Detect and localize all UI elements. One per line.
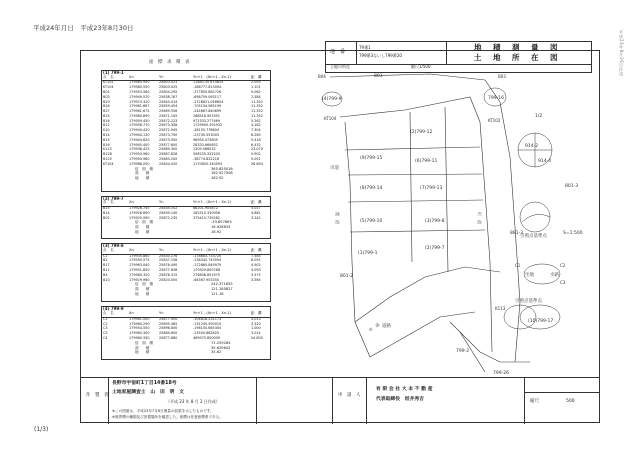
scale-value: 500: [566, 399, 575, 404]
coord-cell: 5.051: [251, 156, 261, 161]
coord-cell: 25876.315: [159, 272, 178, 277]
summary-label: 面 積: [135, 225, 150, 230]
coord-cell: B11: [103, 267, 110, 272]
coord-cell: 179961.000: [129, 316, 150, 321]
coord-cell: 179960.290: [129, 321, 150, 326]
svg-text:(3)799-8: (3)799-8: [425, 219, 445, 224]
coord-column-header: 距 離: [251, 74, 262, 79]
coord-cell: 25803.023: [159, 80, 178, 85]
chiban-text-2: 799番3ないし799番20: [359, 53, 402, 58]
svg-text:(8)799-14: (8)799-14: [360, 186, 383, 191]
coord-column-header: Yn+1 - (Xn+1 - Xn-1): [193, 74, 232, 79]
coord-cell: 25877.838: [159, 267, 178, 272]
header-rule: [101, 317, 271, 318]
coord-column-header: Yn: [159, 74, 164, 79]
coord-cell: 598235.332203: [193, 152, 220, 157]
coordinate-table: [101, 58, 271, 376]
scale-label: 縮尺: [530, 399, 539, 404]
coord-cell: 25834.552: [159, 206, 178, 210]
coord-section-name: (4) 799-9: [103, 306, 124, 312]
coord-section: [101, 306, 271, 360]
summary-value: -33.857665: [211, 220, 232, 225]
coord-section-name: (2) 799-7: [103, 195, 124, 201]
coord-cell: -38774.822218: [193, 156, 220, 161]
coord-cell: -138342.743594: [193, 258, 222, 263]
coord-cell: 1309.568032: [193, 147, 216, 152]
coord-cell: 23.070: [251, 147, 263, 152]
coord-cell: 3.565: [251, 277, 261, 282]
coord-cell: 1170805.340593: [193, 161, 223, 166]
summary-label: 地 積: [135, 229, 150, 234]
coord-cell: -28155.778604: [193, 128, 220, 133]
coord-column-header: Xn: [129, 200, 134, 205]
note-2: ※境界標の種類及び設置場所を確認した。座標は任意座標系である。: [112, 415, 223, 419]
applicant-label: 申 請 人: [338, 393, 361, 398]
map-label: KT104: [324, 116, 337, 121]
coord-cell: 25844.414: [159, 99, 178, 104]
coord-section: [101, 70, 271, 192]
coord-cell: 25804.295: [159, 89, 178, 94]
coord-column-header: Yn: [159, 247, 164, 252]
coord-cell: 11.352: [251, 109, 263, 114]
coord-column-header: 距 離: [251, 247, 262, 252]
coord-cell: 25803.025: [159, 85, 178, 90]
author-date: （平成 23 年 8 月 2 日作成）: [166, 399, 220, 404]
summary-label: 面 積: [135, 287, 150, 292]
coord-cell: 5.902: [251, 152, 261, 157]
coord-cell: KT104: [103, 161, 114, 166]
summary-label: 面 積: [135, 171, 150, 176]
title-location: 土 地 所 在 図: [474, 53, 560, 62]
coord-cell: 25896.800: [159, 326, 178, 331]
coord-cell: 179959.575: [129, 258, 150, 263]
svg-text:宅地: 宅地: [525, 273, 534, 278]
coord-section: [101, 196, 271, 240]
applicant-rep: 代表取締役 坂井秀吉: [376, 397, 424, 402]
coord-cell: 179985.950: [129, 80, 150, 85]
coord-cell: 179959.450: [129, 118, 150, 123]
coord-cell: 179944.620: [129, 137, 150, 142]
location-label: 土地の所在: [330, 64, 350, 69]
coord-cell: C1: [103, 316, 108, 321]
svg-text:(2)799-7: (2)799-7: [425, 246, 445, 251]
coord-column-header: Yn+1 - (Xn+1 - Xn-1): [193, 247, 232, 252]
coord-column-header: Yn+1 - (Xn+1 - Xn-1): [193, 311, 232, 316]
svg-text:(9)799-15: (9)799-15: [360, 156, 383, 161]
coord-section: [101, 243, 271, 302]
coord-cell: K10: [103, 128, 110, 133]
coord-cell: 179950.980: [129, 156, 150, 161]
coord-cell: 179974.320: [129, 99, 150, 104]
coord-cell: 179925.990: [129, 215, 150, 220]
coord-cell: 179960.320: [129, 272, 150, 277]
coord-cell: 7.304: [251, 128, 261, 133]
summary-label: 倍 面 積: [135, 220, 153, 225]
coord-cell: C3: [103, 326, 108, 331]
coord-column-header: 点 名: [103, 247, 114, 252]
coord-cell: B2: [103, 258, 108, 263]
coord-cell: 5.418: [251, 137, 261, 142]
coord-cell: C5: [103, 331, 108, 336]
coord-cell: 170929.850788: [193, 267, 220, 272]
summary-value: 242.371655: [211, 282, 233, 287]
coord-cell: 25877.880: [159, 335, 178, 340]
coord-cell: -23500.882820: [193, 331, 220, 336]
coord-cell: 25872.945: [159, 128, 178, 133]
coord-cell: 2.055: [251, 80, 261, 85]
coord-cell: 179960.330: [129, 335, 150, 340]
coord-cell: 25859.454: [159, 104, 178, 109]
coord-cell: 25844.020: [159, 161, 178, 166]
coord-cell: KT104: [103, 85, 114, 90]
svg-text:799-16: 799-16: [488, 96, 504, 101]
summary-label: 地 積: [135, 350, 150, 355]
coord-cell: 24.800: [251, 335, 263, 340]
coord-cell: -244667.840699: [193, 109, 222, 114]
coord-cell: 25877.900: [159, 316, 178, 321]
svg-text:(4)799-9: (4)799-9: [322, 97, 342, 102]
coord-section-name: (1) 799-1: [103, 70, 124, 75]
coord-cell: 25871.105: [159, 113, 178, 118]
summary-label: 地 積: [135, 291, 150, 296]
coord-cell: 4.902: [251, 263, 261, 268]
map-label: 農 道: [335, 212, 340, 224]
coord-cell: 25876.490: [159, 263, 178, 268]
coord-cell: 4.182: [251, 123, 261, 128]
svg-text:801-3: 801-3: [565, 184, 579, 189]
coord-cell: 1729905.392932: [193, 123, 223, 128]
coord-cell: 469975.850009: [193, 335, 220, 340]
coord-cell: 375415.739262: [193, 215, 220, 220]
svg-text:914-4: 914-4: [538, 159, 552, 164]
coord-cell: 179951.850: [129, 267, 150, 272]
coord-cell: 179960.890: [129, 113, 150, 118]
note-1: ※この図面は、平成23年7月6日測量の結果を示したものです。: [112, 409, 214, 413]
coord-cell: 1.101: [251, 85, 261, 90]
coord-column-header: Xn: [129, 311, 134, 316]
coord-cell: 179960.300: [129, 331, 150, 336]
map-label: KT102: [488, 118, 501, 123]
coord-cell: -377855.862726: [193, 89, 222, 94]
coord-cell: 6.432: [251, 142, 261, 147]
coord-cell: B16: [103, 118, 110, 123]
coord-cell: 179953.580: [129, 89, 150, 94]
coord-cell: 8.091: [251, 258, 261, 263]
coord-cell: 5.017: [251, 206, 261, 210]
coord-cell: -64567.953350: [193, 277, 220, 282]
coord-cell: 25889.300: [159, 147, 178, 152]
summary-label: 倍 面 積: [135, 166, 153, 171]
coord-cell: 25837.158: [159, 258, 178, 263]
bottom-info-box: [80, 377, 600, 424]
coord-cell: 3.013: [251, 316, 261, 321]
coord-cell: 3.242: [251, 215, 261, 220]
header-rule: [101, 254, 271, 255]
coord-column-header: 点 名: [103, 74, 114, 79]
svg-text:市道: 市道: [330, 166, 339, 171]
svg-text:(1)799-1: (1)799-1: [358, 251, 378, 256]
coord-cell: 179988.050: [129, 161, 150, 166]
coord-cell: 179953.960: [129, 152, 150, 157]
coord-cell: K113: [103, 147, 112, 152]
coord-cell: 25839.140: [159, 210, 178, 215]
coord-cell: -698759.063117: [193, 94, 222, 99]
chiban-label: 地 番: [330, 49, 346, 55]
coord-column-header: 距 離: [251, 200, 262, 205]
coord-cell: B4: [103, 272, 108, 277]
coord-cell: -188777.613004: [193, 85, 222, 90]
coord-cell: 179963.040: [129, 263, 150, 268]
coord-cell: 179926.890: [129, 210, 150, 215]
svg-text:(5)799-10: (5)799-10: [360, 219, 383, 224]
svg-text:801-2: 801-2: [340, 274, 354, 279]
svg-text:(10)799-17: (10)799-17: [528, 319, 554, 324]
page-number: (1/3): [34, 426, 49, 433]
coord-cell: 1.000: [251, 326, 261, 331]
coord-cell: 162510.330958: [193, 210, 220, 215]
chiban-text-1: 79番1: [359, 45, 371, 50]
header-rule: [101, 206, 271, 207]
coord-cell: B128: [103, 152, 112, 157]
coord-cell: 25863.200: [159, 156, 178, 161]
coord-cell: 3.014: [251, 331, 261, 336]
document-date-header: 平成24年月日 平成23年8月30日: [33, 24, 134, 32]
coord-cell: 4.093: [251, 267, 261, 272]
coord-cell: 179935.860: [129, 253, 150, 258]
map-label: 町 道: [477, 212, 482, 224]
coord-column-header: Yn+1 - (Xn+1 - Xn-1): [193, 200, 232, 205]
coord-cell: 11.352: [251, 113, 263, 118]
svg-text:799-26: 799-26: [493, 371, 509, 376]
coord-cell: 25884.800: [159, 331, 178, 336]
map-label: C3: [560, 280, 566, 285]
parcel-map: [310, 62, 588, 382]
coord-cell: 25873.950: [159, 137, 178, 142]
coord-cell: 179958.770: [129, 123, 150, 128]
author-address: 長野市宇宿町1丁目14番18号: [112, 381, 177, 386]
coord-column-header: Xn: [129, 74, 134, 79]
coord-cell: 26.894: [251, 161, 263, 166]
coord-cell: 179961.667: [129, 104, 150, 109]
coord-cell: 3.575: [251, 272, 261, 277]
coord-cell: 25830.276: [159, 253, 178, 258]
coord-cell: B16: [103, 142, 110, 147]
svg-text:(2)799-12: (2)799-12: [410, 130, 433, 135]
map-label: K113: [495, 306, 506, 311]
coord-cell: 179945.400: [129, 142, 150, 147]
map-label: B04: [318, 74, 326, 79]
coord-cell: 25872.223: [159, 118, 178, 123]
coord-cell: -1728621.046654: [193, 99, 224, 104]
coord-cell: -104818.231173: [193, 316, 222, 321]
svg-text:(7)799-13: (7)799-13: [420, 186, 443, 191]
coord-column-header: Yn: [159, 200, 164, 205]
coord-cell: 179926.745: [129, 206, 150, 210]
coord-cell: B26: [103, 104, 110, 109]
coord-cell: 4.861: [251, 210, 261, 215]
coord-cell: B125: [103, 156, 112, 161]
summary-label: 倍 面 積: [135, 340, 153, 345]
coord-cell: 6.265: [251, 133, 261, 138]
coord-column-header: 距 離: [251, 311, 262, 316]
summary-value: 16.92: [211, 229, 222, 234]
coord-cell: 268918.903351: [193, 113, 220, 118]
svg-text:水路: 水路: [550, 273, 559, 278]
coord-cell: -178683.733720: [193, 253, 222, 258]
svg-text:799-2: 799-2: [456, 349, 470, 354]
svg-text:(6)799-11: (6)799-11: [415, 159, 438, 164]
coord-cell: B15: [103, 137, 110, 142]
applicant-company: 有 限 会 社 大 本 不 動 産: [376, 387, 433, 392]
coord-cell: B14: [103, 210, 110, 215]
summary-value: 121.185827: [211, 287, 233, 292]
coord-cell: B01: [103, 89, 110, 94]
svg-text:引照点基準点: 引照点基準点: [515, 299, 542, 304]
coord-cell: 25869.556: [159, 109, 178, 114]
coord-cell: B15: [103, 206, 110, 210]
coord-cell: 11883.35 674633: [193, 80, 224, 85]
summary-value: 35.629642: [211, 345, 231, 350]
coord-cell: 11.352: [251, 99, 263, 104]
coord-cell: 2.584: [251, 94, 261, 99]
coord-cell: C4: [103, 335, 108, 340]
coord-cell: 179944.130: [129, 133, 150, 138]
coord-cell: 276838.651975: [193, 272, 220, 277]
coord-cell: 179949.570: [129, 94, 150, 99]
coord-cell: 25838.767: [159, 94, 178, 99]
svg-text:801: 801: [374, 74, 383, 79]
svg-text:S=1:500: S=1:500: [563, 231, 583, 236]
summary-label: 面 積: [135, 345, 150, 350]
summary-value: 121.18: [211, 291, 224, 296]
map-label: C1: [515, 263, 521, 268]
coord-cell: 179954.550: [129, 326, 150, 331]
summary-label: 地 積: [135, 176, 150, 181]
coord-cell: 25873.308: [159, 123, 178, 128]
map-label: B03: [498, 74, 506, 79]
side-note: 平成23年8月26日作成: [619, 30, 624, 77]
coord-cell: 25867.828: [159, 152, 178, 157]
coord-cell: -196150.665304: [193, 326, 222, 331]
coord-cell: -172860.849979: [193, 263, 222, 268]
coord-cell: B03: [103, 94, 110, 99]
coord-cell: 3.320: [251, 321, 261, 326]
map-label: C2: [560, 263, 566, 268]
coord-cell: B20: [103, 99, 110, 104]
summary-value: 182.927508: [211, 171, 233, 176]
summary-label: 倍 面 積: [135, 282, 153, 287]
svg-text:1/2: 1/2: [535, 114, 543, 119]
svg-text:914-2: 914-2: [525, 144, 539, 149]
coord-column-header: Xn: [129, 247, 134, 252]
coord-cell: 25895.465: [159, 321, 178, 326]
author-name: 土地家屋調査士 山 田 明 文: [112, 390, 184, 395]
coord-cell: B12: [103, 123, 110, 128]
coord-cell: -23745.553003: [193, 133, 220, 138]
coord-cell: B27: [103, 109, 110, 114]
summary-value: 35.62: [211, 350, 222, 355]
svg-text:引照点基準点: 引照点基準点: [520, 234, 547, 239]
coord-cell: 7.585: [251, 253, 261, 258]
summary-value: 365.855016: [211, 166, 233, 171]
coord-cell: B02: [103, 215, 110, 220]
coord-cell: 179929.960: [129, 277, 150, 282]
title-survey: 地 積 測 量 図: [474, 43, 560, 52]
coord-cell: B14: [103, 133, 110, 138]
coord-cell: KT102: [103, 80, 114, 85]
coord-section-name: (3) 799-8: [103, 243, 124, 249]
coord-cell: B10: [103, 277, 110, 282]
coord-cell: 972333.277469: [193, 118, 220, 123]
coord-cell: 179938.425: [129, 147, 150, 152]
coord-cell: 11.352: [251, 104, 263, 109]
coord-cell: 25820.050: [159, 277, 178, 282]
coord-cell: C2: [103, 321, 108, 326]
map-label: 市 道: [367, 321, 381, 333]
summary-value: 71.259284: [211, 340, 231, 345]
author-label: 作 製 者: [86, 393, 109, 398]
header-rule: [101, 80, 271, 81]
svg-text:道路: 道路: [382, 324, 391, 329]
coord-cell: 5.262: [251, 118, 261, 123]
coord-cell: 25873.750: [159, 133, 178, 138]
coord-cell: 179961.675: [129, 109, 150, 114]
scale-note: 縮尺1/500: [411, 64, 431, 69]
coord-cell: B25: [103, 113, 110, 118]
coord-cell: 179940.420: [129, 128, 150, 133]
coord-cell: 25872.235: [159, 215, 178, 220]
coord-cell: -131245.590015: [193, 321, 222, 326]
coord-cell: B17: [103, 263, 110, 268]
coord-cell: 179985.550: [129, 85, 150, 90]
coord-cell: 96955.473605: [193, 137, 218, 142]
coord-cell: 68201.905872: [193, 206, 218, 210]
coord-cell: 28333.660652: [193, 142, 218, 147]
summary-value: 182.92: [211, 176, 224, 181]
coord-column-header: Yn: [159, 311, 164, 316]
coord-column-header: 点 名: [103, 311, 114, 316]
coord-cell: C1: [103, 253, 108, 258]
coord-cell: 25877.600: [159, 142, 178, 147]
coord-cell: -705154.985199: [193, 104, 222, 109]
coord-table-title: 座 標 求 積 表: [149, 60, 190, 65]
svg-text:881-3: 881-3: [510, 231, 524, 236]
coord-cell: 9.062: [251, 89, 261, 94]
summary-value: 16.928833: [211, 225, 231, 230]
coord-column-header: 点 名: [103, 200, 114, 205]
